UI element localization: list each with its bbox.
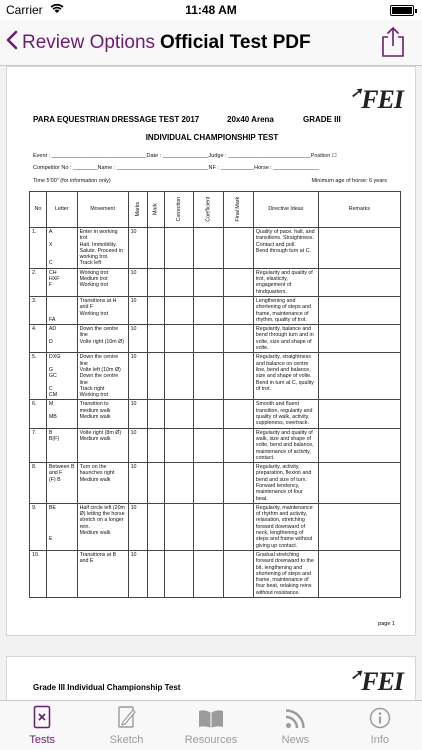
min-age-note: Minimum age of horse: 6 years (311, 178, 387, 184)
coefficient-cell (194, 268, 224, 296)
tab-label: News (281, 734, 310, 746)
tab-label: Tests (29, 734, 56, 746)
page-number: page 1 (378, 621, 395, 627)
directive-ideas-cell: Smooth and fluent transition, regularity and quality of walk, activity, suppleness, overtrack. (253, 400, 318, 428)
tests-icon (0, 701, 84, 729)
column-header: Marks (128, 192, 147, 228)
mark-cell (148, 268, 165, 296)
coefficient-cell (194, 325, 224, 353)
movement-cell: Transitions at B and E (77, 550, 128, 597)
movement-number-cell: 3. (30, 296, 47, 324)
info-icon (338, 701, 422, 729)
column-header: Final Mark (224, 192, 254, 228)
tab-label: Sketch (109, 734, 144, 746)
back-button[interactable] (6, 28, 155, 58)
movement-cell: Down the centre line Volte right (10m Ø) (77, 325, 128, 353)
fei-logo: ➚FEI (350, 667, 403, 696)
tab-sketch[interactable] (84, 701, 168, 750)
table-row (30, 400, 401, 428)
news-icon (253, 701, 337, 729)
letter-cell: DXG G GC C CM (46, 353, 77, 400)
movement-number-cell: 4. (30, 325, 47, 353)
tab-label: Info (370, 734, 389, 746)
remarks-cell (318, 428, 400, 462)
remarks-cell (318, 400, 400, 428)
pdf-page-2 (6, 656, 416, 700)
coefficient-cell (194, 400, 224, 428)
correction-cell (164, 428, 193, 462)
directive-ideas-cell: Lengthening and shortening of steps and frame, maintenance of rhythm, quality of trot. (253, 296, 318, 324)
directive-ideas-cell: Quality of pace, halt, and transitions. Straightness. Contact and poll. Bend through turn at C. (253, 228, 318, 269)
final-mark-cell (224, 228, 254, 269)
test-sheet-table (29, 191, 401, 598)
coefficient-cell (194, 296, 224, 324)
marks-cell: 10 (128, 503, 147, 550)
column-header: Directive Ideas (253, 192, 318, 228)
mark-cell (148, 325, 165, 353)
table-row (30, 268, 401, 296)
letter-cell: BE E (46, 503, 77, 550)
mark-cell (148, 296, 165, 324)
marks-cell: 10 (128, 400, 147, 428)
movement-number-cell: 6. (30, 400, 47, 428)
share-icon (380, 26, 406, 58)
battery-icon (390, 5, 414, 16)
final-mark-cell (224, 400, 254, 428)
remarks-cell (318, 296, 400, 324)
column-header: Correction (164, 192, 193, 228)
sketch-icon (84, 701, 168, 729)
pdf-viewer[interactable] (0, 66, 422, 700)
movement-number-cell: 8. (30, 463, 47, 504)
mark-cell (148, 463, 165, 504)
movement-cell: Transition to medium walk Medium walk (77, 400, 128, 428)
letter-cell: AD D (46, 325, 77, 353)
remarks-cell (318, 503, 400, 550)
marks-cell: 10 (128, 463, 147, 504)
share-button[interactable] (380, 26, 406, 58)
coefficient-cell (194, 503, 224, 550)
table-row (30, 296, 401, 324)
correction-cell (164, 268, 193, 296)
test-subtitle: INDIVIDUAL CHAMPIONSHIP TEST (145, 133, 279, 142)
final-mark-cell (224, 503, 254, 550)
movement-cell: Turn on the haunches right Medium walk (77, 463, 128, 504)
movement-number-cell: 10. (30, 550, 47, 597)
mark-cell (148, 550, 165, 597)
remarks-cell (318, 463, 400, 504)
movement-number-cell: 2. (30, 268, 47, 296)
table-row (30, 353, 401, 400)
table-row (30, 463, 401, 504)
tab-news[interactable] (253, 701, 337, 750)
marks-cell: 10 (128, 296, 147, 324)
remarks-cell (318, 268, 400, 296)
marks-cell: 10 (128, 325, 147, 353)
carrier-label: Carrier (6, 3, 43, 17)
final-mark-cell (224, 428, 254, 462)
table-row (30, 228, 401, 269)
column-header: Remarks (318, 192, 400, 228)
movement-number-cell: 9. (30, 503, 47, 550)
tab-info[interactable] (338, 701, 422, 750)
directive-ideas-cell: Regularity, maintenance of rhythm and activity, relaxation, stretching forward downward of neck, lengthening of steps and frame without giving up contact. (253, 503, 318, 550)
event-line: Event : _______________________________Date : _______________Judge : ___________________________Position ☐ (33, 153, 337, 159)
column-header: Letter (46, 192, 77, 228)
directive-ideas-cell: Regularity, activity, preparation, flexion and bend and size of turn. Forward tendency, maintenance of four beat. (253, 463, 318, 504)
coefficient-cell (194, 228, 224, 269)
mark-cell (148, 503, 165, 550)
grade-label: GRADE III (303, 115, 341, 124)
table-row (30, 428, 401, 462)
correction-cell (164, 353, 193, 400)
movement-cell: Volte right (8m Ø) Medium walk (77, 428, 128, 462)
movement-cell: Enter in working trot Halt. Immobility. Salute. Proceed in working trot. Track left (77, 228, 128, 269)
column-header: Movement (77, 192, 128, 228)
coefficient-cell (194, 428, 224, 462)
mark-cell (148, 353, 165, 400)
directive-ideas-cell: Regularity and quality of trot, elasticity, engagement of hindquarters. (253, 268, 318, 296)
test-title: PARA EQUESTRIAN DRESSAGE TEST 2017 (33, 115, 200, 124)
column-header: Mark (148, 192, 165, 228)
time-note: Time 5'00" (for information only) (33, 178, 111, 184)
remarks-cell (318, 550, 400, 597)
tab-bar (0, 700, 422, 750)
final-mark-cell (224, 325, 254, 353)
column-header: No (30, 192, 47, 228)
letter-cell: CH HXF F (46, 268, 77, 296)
table-row (30, 325, 401, 353)
movement-cell: Half circle left (20m Ø) letting the horse stretch on a longer rein. Medium walk (77, 503, 128, 550)
final-mark-cell (224, 550, 254, 597)
directive-ideas-cell: Regularity, balance and bend through turn and in volte, size and shape of volte. (253, 325, 318, 353)
marks-cell: 10 (128, 228, 147, 269)
correction-cell (164, 296, 193, 324)
remarks-cell (318, 228, 400, 269)
directive-ideas-cell: Regularity, straightness and balance on centre line, bend and balance, size and shape of volte. Bend in turn at C, quality of trot. (253, 353, 318, 400)
movement-number-cell: 1. (30, 228, 47, 269)
directive-ideas-cell: Regularity and quality of walk, size and shape of volte, bend and balance, maintenance of activity, contact. (253, 428, 318, 462)
marks-cell: 10 (128, 550, 147, 597)
remarks-cell (318, 353, 400, 400)
final-mark-cell (224, 353, 254, 400)
movement-cell: Transitions at H and F Working trot (77, 296, 128, 324)
remarks-cell (318, 325, 400, 353)
correction-cell (164, 550, 193, 597)
correction-cell (164, 228, 193, 269)
mark-cell (148, 228, 165, 269)
tab-label: Resources (184, 734, 238, 746)
letter-cell: B B(F) (46, 428, 77, 462)
final-mark-cell (224, 296, 254, 324)
letter-cell: M MB (46, 400, 77, 428)
table-row (30, 503, 401, 550)
table-row (30, 550, 401, 597)
page-title: Official Test PDF (160, 32, 311, 53)
final-mark-cell (224, 463, 254, 504)
coefficient-cell (194, 353, 224, 400)
status-bar (0, 0, 422, 20)
pdf-page-1 (6, 66, 416, 636)
correction-cell (164, 400, 193, 428)
coefficient-cell (194, 463, 224, 504)
column-header: Coefficient (194, 192, 224, 228)
movement-cell: Down the centre line Volte left (10m Ø) Down the centre line Track right Working trot (77, 353, 128, 400)
mark-cell (148, 400, 165, 428)
back-button-label: Review Options (22, 32, 156, 53)
correction-cell (164, 325, 193, 353)
fei-logo: ➚FEI (350, 85, 403, 114)
correction-cell (164, 463, 193, 504)
table-header-row (30, 192, 401, 228)
letter-cell: A X C (46, 228, 77, 269)
directive-ideas-cell: Gradual stretching forward downward to the bit, lengthening and shortening of steps and frame, maintenance of four beat, retaking reins without resistance. (253, 550, 318, 597)
tab-resources[interactable] (169, 701, 253, 750)
coefficient-cell (194, 550, 224, 597)
movement-number-cell: 5. (30, 353, 47, 400)
chevron-left-icon (6, 30, 22, 56)
navigation-bar (0, 20, 422, 66)
letter-cell: Between B and F (F) B (46, 463, 77, 504)
marks-cell: 10 (128, 353, 147, 400)
clock: 11:48 AM (185, 3, 237, 17)
letter-cell: FA (46, 296, 77, 324)
competitor-line: Competitor No : ________Name : ______________________________NF : ___________Horse : _______________ (33, 165, 320, 171)
final-mark-cell (224, 268, 254, 296)
letter-cell (46, 550, 77, 597)
marks-cell: 10 (128, 428, 147, 462)
marks-cell: 10 (128, 268, 147, 296)
resources-icon (169, 701, 253, 729)
arena-label: 20x40 Arena (227, 115, 274, 124)
movement-cell: Working trot Medium trot Working trot (77, 268, 128, 296)
page-2-title: Grade III Individual Championship Test (33, 683, 181, 692)
mark-cell (148, 428, 165, 462)
movement-number-cell: 7. (30, 428, 47, 462)
correction-cell (164, 503, 193, 550)
tab-tests[interactable] (0, 701, 84, 750)
